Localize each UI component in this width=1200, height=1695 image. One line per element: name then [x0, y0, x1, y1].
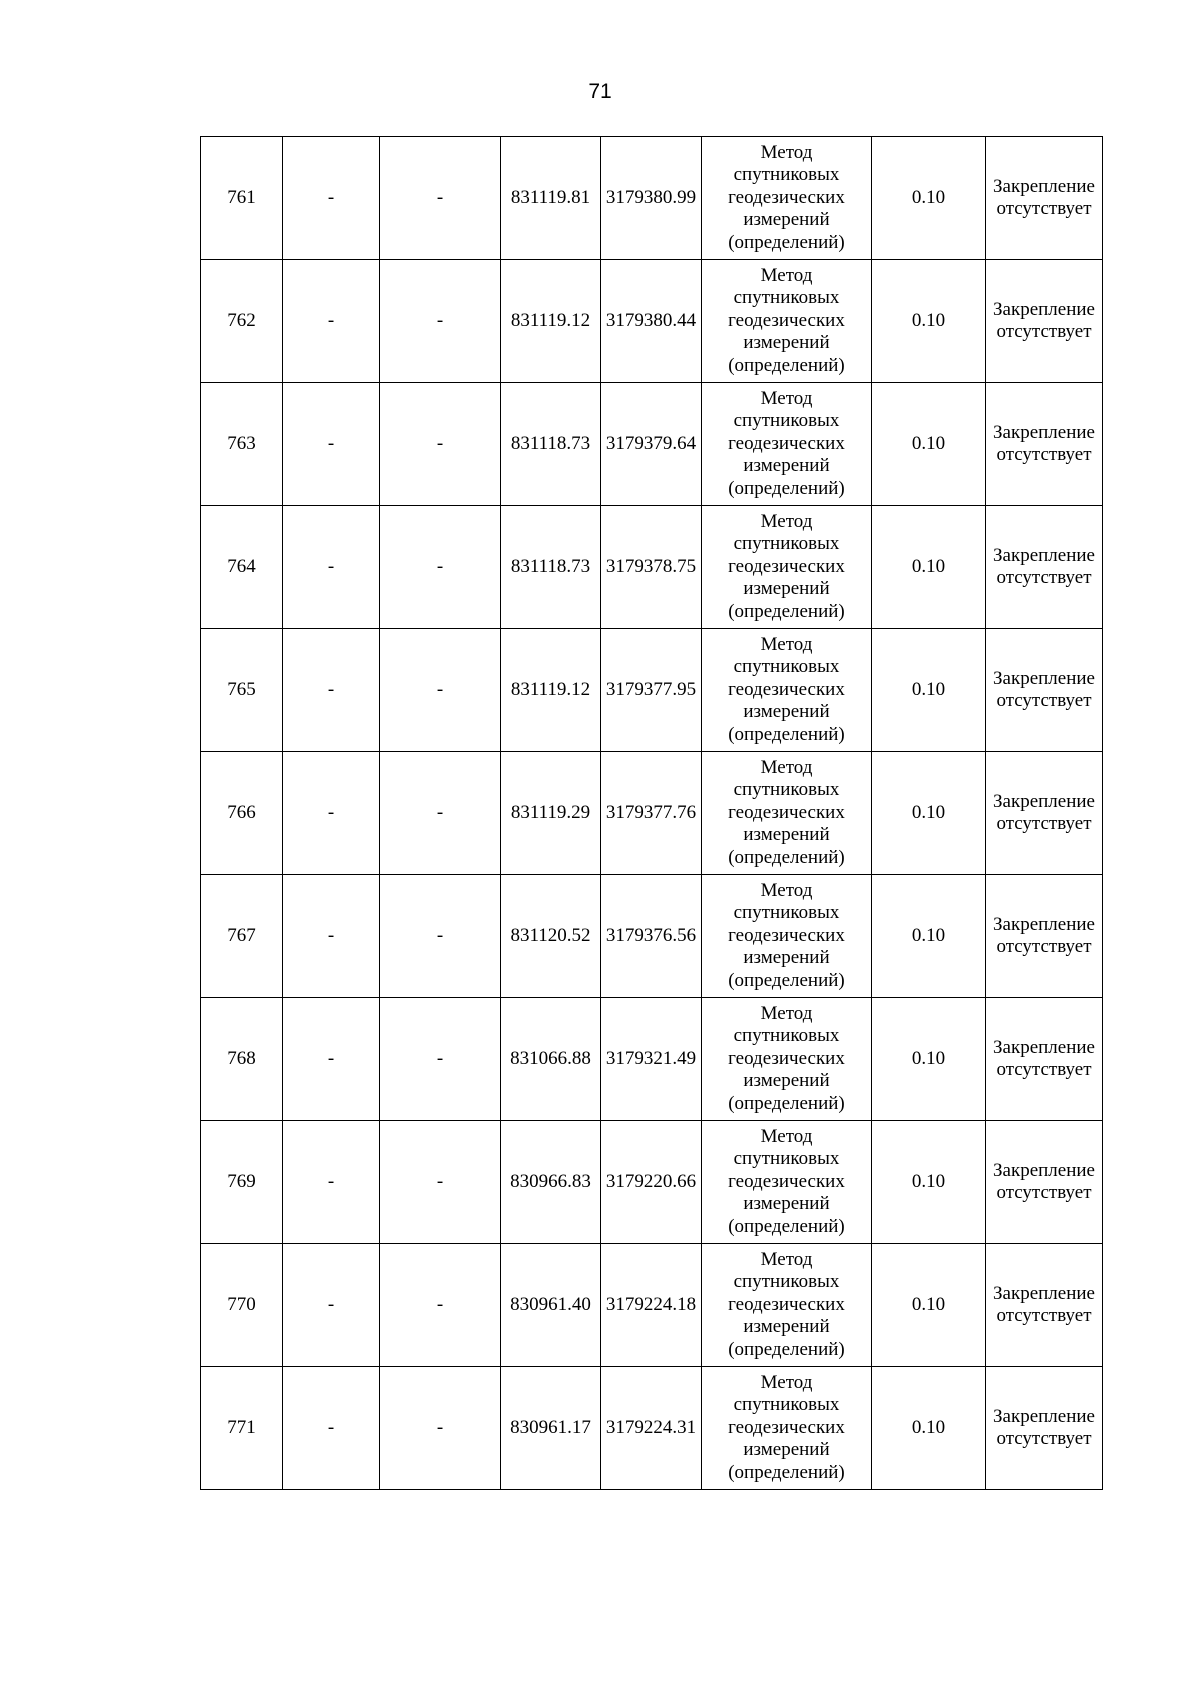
table-body [201, 137, 1103, 1490]
method-line: измерений [743, 824, 830, 846]
dash-cell: - [380, 629, 501, 752]
method-line: измерений [743, 578, 830, 600]
y-coordinate-cell: 3179379.64 [601, 383, 702, 506]
table-row [201, 137, 1103, 260]
dash-cell: - [380, 506, 501, 629]
method-line: геодезических [728, 186, 845, 208]
dash-cell: - [283, 1121, 380, 1244]
method-line: (определений) [728, 1215, 845, 1237]
fixing-line: Закрепление [993, 1160, 1095, 1181]
dash-cell: - [283, 998, 380, 1121]
dash-cell: - [283, 1367, 380, 1490]
method-line: спутниковых [733, 164, 840, 186]
fixing-cell [986, 875, 1103, 998]
x-coordinate-cell: 831118.73 [501, 383, 601, 506]
table-row [201, 875, 1103, 998]
y-coordinate-cell: 3179220.66 [601, 1121, 702, 1244]
fixing-line: Закрепление [993, 299, 1095, 320]
dash-cell: - [283, 506, 380, 629]
table-row [201, 1121, 1103, 1244]
method-cell [702, 875, 872, 998]
accuracy-cell: 0.10 [872, 1121, 986, 1244]
method-line: измерений [743, 1439, 830, 1461]
fixing-line: Закрепление [993, 545, 1095, 566]
method-cell [702, 1121, 872, 1244]
method-line: спутниковых [733, 779, 840, 801]
fixing-line: отсутствует [996, 1428, 1092, 1449]
method-line: спутниковых [733, 533, 840, 555]
dash-cell: - [380, 383, 501, 506]
fixing-line: отсутствует [996, 1059, 1092, 1080]
point-number-cell: 771 [201, 1367, 283, 1490]
x-coordinate-cell: 831119.29 [501, 752, 601, 875]
fixing-cell [986, 629, 1103, 752]
table-row [201, 752, 1103, 875]
dash-cell: - [283, 875, 380, 998]
method-line: измерений [743, 947, 830, 969]
fixing-line: отсутствует [996, 690, 1092, 711]
method-line: геодезических [728, 432, 845, 454]
accuracy-cell: 0.10 [872, 1244, 986, 1367]
table-row [201, 383, 1103, 506]
accuracy-cell: 0.10 [872, 752, 986, 875]
fixing-line: отсутствует [996, 567, 1092, 588]
method-line: спутниковых [733, 656, 840, 678]
method-cell [702, 629, 872, 752]
method-line: спутниковых [733, 287, 840, 309]
point-number-cell: 761 [201, 137, 283, 260]
dash-cell: - [283, 1244, 380, 1367]
method-line: измерений [743, 701, 830, 723]
method-line: спутниковых [733, 1394, 840, 1416]
page-number: 71 [588, 80, 612, 103]
fixing-line: Закрепление [993, 176, 1095, 197]
fixing-line: Закрепление [993, 1037, 1095, 1058]
accuracy-cell: 0.10 [872, 1367, 986, 1490]
method-line: геодезических [728, 801, 845, 823]
table-row [201, 506, 1103, 629]
accuracy-cell: 0.10 [872, 629, 986, 752]
x-coordinate-cell: 831120.52 [501, 875, 601, 998]
method-line: Метод [760, 1371, 813, 1393]
fixing-line: отсутствует [996, 1305, 1092, 1326]
fixing-line: отсутствует [996, 198, 1092, 219]
dash-cell: - [283, 137, 380, 260]
fixing-cell [986, 998, 1103, 1121]
fixing-cell [986, 1244, 1103, 1367]
point-number-cell: 764 [201, 506, 283, 629]
x-coordinate-cell: 831119.81 [501, 137, 601, 260]
dash-cell: - [380, 137, 501, 260]
table-row [201, 1244, 1103, 1367]
x-coordinate-cell: 831119.12 [501, 629, 601, 752]
method-cell [702, 506, 872, 629]
accuracy-cell: 0.10 [872, 137, 986, 260]
dash-cell: - [380, 1244, 501, 1367]
dash-cell: - [380, 260, 501, 383]
point-number-cell: 770 [201, 1244, 283, 1367]
method-line: Метод [760, 1002, 813, 1024]
fixing-line: отсутствует [996, 1182, 1092, 1203]
dash-cell: - [283, 629, 380, 752]
y-coordinate-cell: 3179376.56 [601, 875, 702, 998]
method-line: измерений [743, 1070, 830, 1092]
fixing-cell [986, 137, 1103, 260]
accuracy-cell: 0.10 [872, 383, 986, 506]
method-line: геодезических [728, 924, 845, 946]
method-line: Метод [760, 510, 813, 532]
dash-cell: - [283, 383, 380, 506]
method-line: геодезических [728, 1170, 845, 1192]
dash-cell: - [380, 1367, 501, 1490]
x-coordinate-cell: 830966.83 [501, 1121, 601, 1244]
method-line: Метод [760, 141, 813, 163]
fixing-cell [986, 506, 1103, 629]
method-cell [702, 383, 872, 506]
x-coordinate-cell: 831118.73 [501, 506, 601, 629]
method-cell [702, 1244, 872, 1367]
method-cell [702, 1367, 872, 1490]
method-line: Метод [760, 264, 813, 286]
method-line: (определений) [728, 354, 845, 376]
accuracy-cell: 0.10 [872, 260, 986, 383]
method-line: (определений) [728, 231, 845, 253]
method-line: Метод [760, 1248, 813, 1270]
accuracy-cell: 0.10 [872, 506, 986, 629]
fixing-line: отсутствует [996, 444, 1092, 465]
method-line: (определений) [728, 600, 845, 622]
method-line: измерений [743, 1193, 830, 1215]
fixing-cell [986, 1367, 1103, 1490]
point-number-cell: 766 [201, 752, 283, 875]
method-line: спутниковых [733, 1025, 840, 1047]
method-line: измерений [743, 332, 830, 354]
fixing-cell [986, 383, 1103, 506]
y-coordinate-cell: 3179378.75 [601, 506, 702, 629]
table-row [201, 260, 1103, 383]
method-line: геодезических [728, 1047, 845, 1069]
method-line: геодезических [728, 1293, 845, 1315]
fixing-cell [986, 1121, 1103, 1244]
y-coordinate-cell: 3179224.31 [601, 1367, 702, 1490]
point-number-cell: 769 [201, 1121, 283, 1244]
method-line: Метод [760, 387, 813, 409]
dash-cell: - [283, 752, 380, 875]
method-line: спутниковых [733, 1148, 840, 1170]
x-coordinate-cell: 831066.88 [501, 998, 601, 1121]
fixing-cell [986, 260, 1103, 383]
y-coordinate-cell: 3179380.99 [601, 137, 702, 260]
x-coordinate-cell: 830961.40 [501, 1244, 601, 1367]
method-line: (определений) [728, 1092, 845, 1114]
method-line: спутниковых [733, 1271, 840, 1293]
method-line: измерений [743, 209, 830, 231]
dash-cell: - [380, 998, 501, 1121]
table-row [201, 1367, 1103, 1490]
fixing-line: Закрепление [993, 668, 1095, 689]
method-line: (определений) [728, 723, 845, 745]
method-line: геодезических [728, 309, 845, 331]
method-line: спутниковых [733, 410, 840, 432]
method-line: (определений) [728, 1338, 845, 1360]
point-number-cell: 765 [201, 629, 283, 752]
point-number-cell: 762 [201, 260, 283, 383]
table-row [201, 629, 1103, 752]
point-number-cell: 768 [201, 998, 283, 1121]
fixing-cell [986, 752, 1103, 875]
y-coordinate-cell: 3179377.76 [601, 752, 702, 875]
fixing-line: отсутствует [996, 813, 1092, 834]
dash-cell: - [283, 260, 380, 383]
y-coordinate-cell: 3179224.18 [601, 1244, 702, 1367]
method-line: геодезических [728, 678, 845, 700]
method-line: (определений) [728, 477, 845, 499]
x-coordinate-cell: 831119.12 [501, 260, 601, 383]
method-cell [702, 752, 872, 875]
table-row [201, 998, 1103, 1121]
fixing-line: Закрепление [993, 422, 1095, 443]
method-line: измерений [743, 455, 830, 477]
method-line: Метод [760, 633, 813, 655]
method-line: измерений [743, 1316, 830, 1338]
accuracy-cell: 0.10 [872, 998, 986, 1121]
fixing-line: отсутствует [996, 936, 1092, 957]
point-number-cell: 767 [201, 875, 283, 998]
method-line: Метод [760, 879, 813, 901]
dash-cell: - [380, 1121, 501, 1244]
dash-cell: - [380, 875, 501, 998]
method-line: спутниковых [733, 902, 840, 924]
y-coordinate-cell: 3179321.49 [601, 998, 702, 1121]
fixing-line: Закрепление [993, 914, 1095, 935]
method-cell [702, 260, 872, 383]
method-line: геодезических [728, 1416, 845, 1438]
method-line: Метод [760, 1125, 813, 1147]
method-line: Метод [760, 756, 813, 778]
dash-cell: - [380, 752, 501, 875]
method-line: (определений) [728, 1461, 845, 1483]
fixing-line: Закрепление [993, 1283, 1095, 1304]
method-line: геодезических [728, 555, 845, 577]
method-cell [702, 998, 872, 1121]
y-coordinate-cell: 3179380.44 [601, 260, 702, 383]
method-cell [702, 137, 872, 260]
point-number-cell: 763 [201, 383, 283, 506]
y-coordinate-cell: 3179377.95 [601, 629, 702, 752]
fixing-line: Закрепление [993, 1406, 1095, 1427]
method-line: (определений) [728, 846, 845, 868]
coordinates-table [200, 136, 1103, 1490]
fixing-line: Закрепление [993, 791, 1095, 812]
fixing-line: отсутствует [996, 321, 1092, 342]
method-line: (определений) [728, 969, 845, 991]
x-coordinate-cell: 830961.17 [501, 1367, 601, 1490]
accuracy-cell: 0.10 [872, 875, 986, 998]
